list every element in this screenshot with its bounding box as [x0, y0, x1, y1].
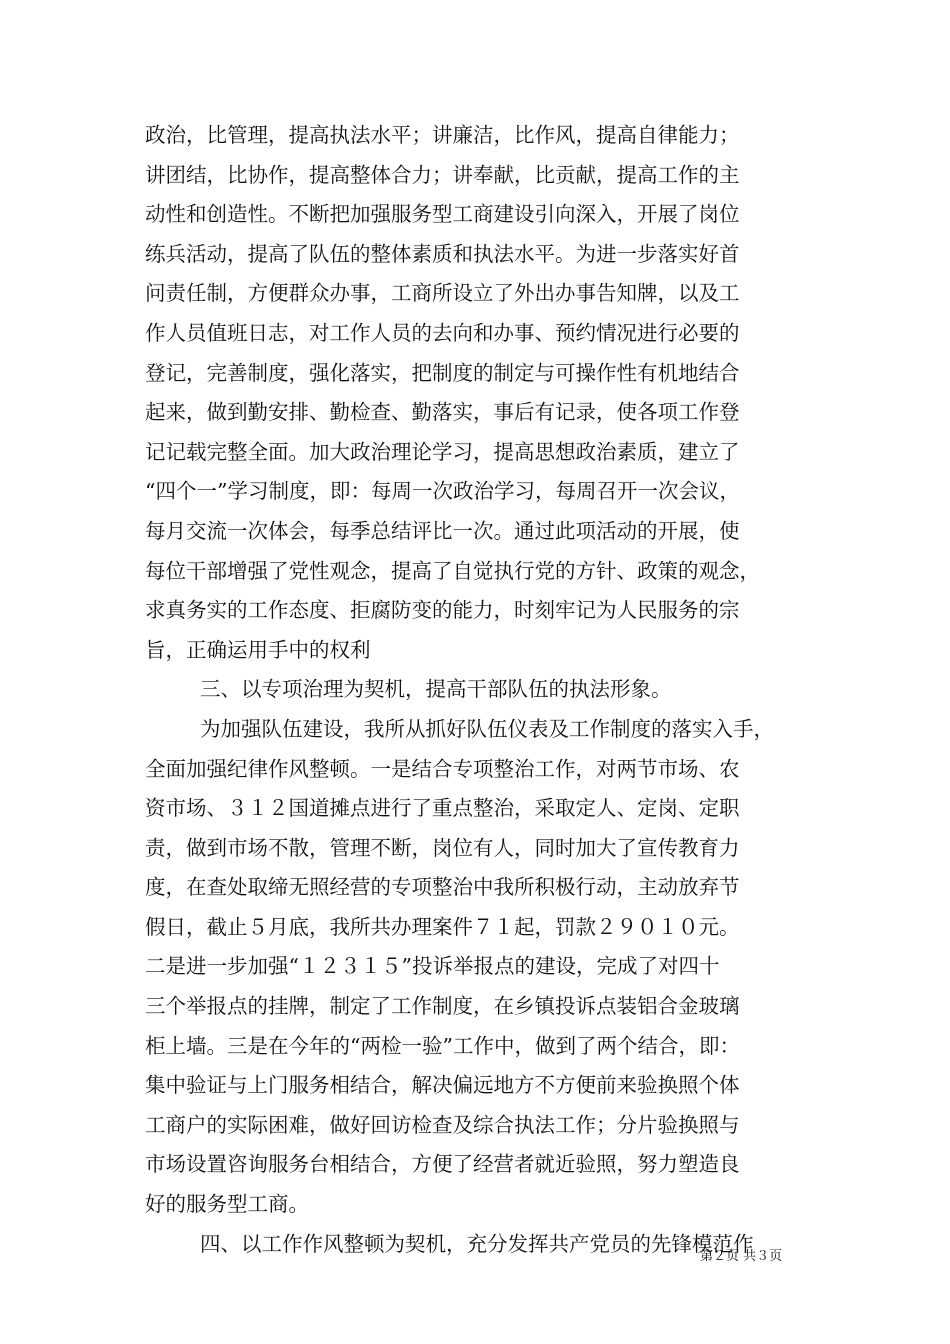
text-line: 讲团结，比协作，提高整体合力；讲奉献，比贡献，提高工作的主 [145, 162, 740, 187]
text-line: 资市场、３１２国道摊点进行了重点整治，采取定人、定岗、定职 [145, 796, 740, 821]
text-line: 登记，完善制度，强化落实，把制度的制定与可操作性有机地结合 [145, 360, 740, 385]
text-line: 记记载完整全面。加大政治理论学习，提高思想政治素质，建立了 [145, 439, 740, 464]
text-line: 为加强队伍建设，我所从抓好队伍仪表及工作制度的落实入手， [200, 716, 774, 741]
page-number: 第２页 共３页 [700, 1249, 783, 1264]
text-line: 每位干部增强了党性观念，提高了自觉执行党的方针、政策的观念， [145, 558, 760, 583]
text-line: 问责任制，方便群众办事，工商所设立了外出办事告知牌，以及工 [145, 281, 740, 306]
section-heading: 三、以专项治理为契机，提高干部队伍的执法形象。 [200, 677, 672, 702]
text-line: 每月交流一次体会，每季总结评比一次。通过此项活动的开展，使 [145, 518, 740, 543]
text-line: 起来，做到勤安排、勤检查、勤落实，事后有记录，使各项工作登 [145, 400, 740, 425]
text-line: 政治，比管理，提高执法水平；讲廉洁，比作风，提高自律能力； [145, 123, 740, 147]
page-footer [700, 1248, 820, 1266]
text-line: 作人员值班日志，对工作人员的去向和办事、预约情况进行必要的 [145, 320, 740, 345]
text-line: 旨，正确运用手中的权利 [145, 637, 371, 662]
text-line: 度，在查处取缔无照经营的专项整治中我所积极行动，主动放弃节 [145, 875, 740, 900]
text-line: 柜上墙。三是在今年的“两检一验”工作中，做到了两个结合，即： [145, 1033, 740, 1058]
text-line: 动性和创造性。不断把加强服务型工商建设引向深入，开展了岗位 [145, 202, 740, 227]
text-line: 求真务实的工作态度、拒腐防变的能力，时刻牢记为人民服务的宗 [145, 598, 740, 623]
text-line: 市场设置咨询服务台相结合，方便了经营者就近验照，努力塑造良 [145, 1152, 740, 1177]
text-line: 集中验证与上门服务相结合，解决偏远地方不方便前来验换照个体 [145, 1073, 740, 1098]
text-line: 工商户的实际困难，做好回访检查及综合执法工作；分片验换照与 [145, 1112, 740, 1137]
text-line: 练兵活动，提高了队伍的整体素质和执法水平。为进一步落实好首 [145, 241, 740, 266]
text-line: 好的服务型工商。 [145, 1192, 309, 1217]
section-heading: 四、以工作作风整顿为契机，充分发挥共产党员的先锋模范作 [200, 1231, 754, 1256]
document-body [145, 116, 813, 1264]
text-line: 二是进一步加强“１２３１５”投诉举报点的建设，完成了对四十 [145, 954, 720, 979]
text-line: 三个举报点的挂牌，制定了工作制度，在乡镇投诉点装铝合金玻璃 [145, 994, 740, 1019]
text-line: 假日，截止５月底，我所共办理案件７１起，罚款２９０１０元。 [145, 914, 740, 939]
text-line: 全面加强纪律作风整顿。一是结合专项整治工作，对两节市场、农 [145, 756, 740, 781]
text-line: “四个一”学习制度，即：每周一次政治学习，每周召开一次会议， [145, 479, 740, 504]
text-line: 责，做到市场不散，管理不断，岗位有人，同时加大了宣传教育力 [145, 835, 740, 860]
